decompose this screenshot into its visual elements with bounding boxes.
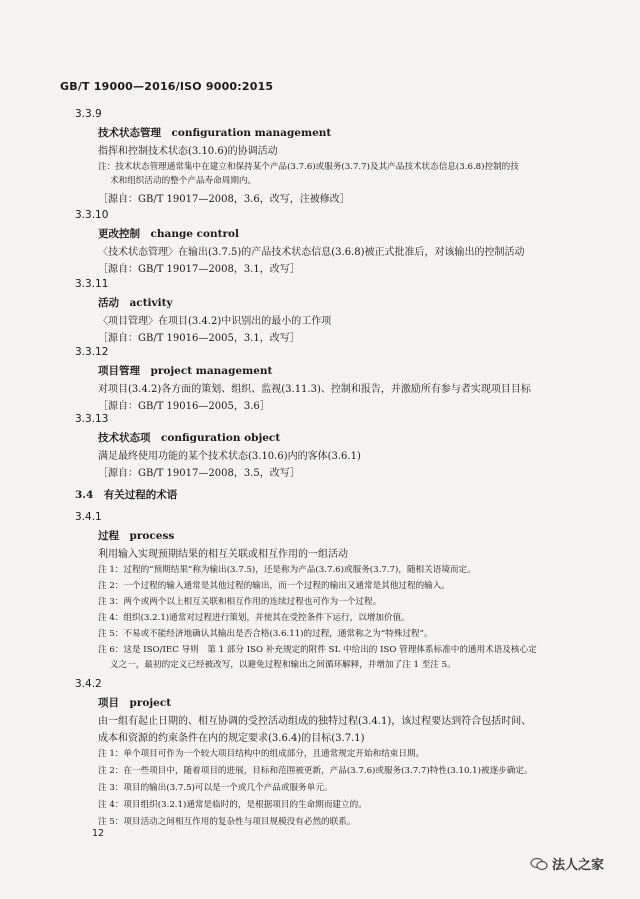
note: 注 2：在一些项目中，随着项目的进展，目标和范围被更新，产品(3.7.6)或服务(3.7.7)特性(3.10.1)被逐步确定。 — [98, 766, 533, 776]
note: 注 4：组织(3.2.1)通常对过程进行策划，并使其在受控条件下运行，以增加价值。 — [98, 613, 410, 623]
definition: 〈项目管理〉在项目(3.4.2)中识别出的最小的工作项 — [98, 316, 332, 327]
source-reference: ［源自：GB/T 19016—2005，3.1，改写］ — [98, 333, 300, 344]
note: 注 5：不易或不能经济地确认其输出是否合格(3.6.11)的过程，通常称之为“特殊过程”。 — [98, 629, 433, 639]
source-reference: ［源自：GB/T 19016—2005，3.6］ — [98, 401, 270, 412]
section-heading: 3.4 有关过程的术语 — [75, 489, 178, 501]
definition-continuation: 成本和资源的约束条件在内的规定要求(3.6.4)的目标(3.7.1) — [98, 733, 365, 744]
term-title: 项目管理 project management — [98, 365, 273, 377]
definition: 由一组有起止日期的、相互协调的受控活动组成的独特过程(3.4.1)，该过程要达到符合包括时间、 — [98, 716, 532, 727]
term-title: 过程 process — [98, 530, 175, 542]
clause-number: 3.4.2 — [75, 678, 102, 690]
note-continuation: 义之一，最初的定义已经被改写，以避免过程和输出之间循环解释，并增加了注 1 至注 5。 — [110, 660, 456, 670]
term-title: 技术状态管理 configuration management — [98, 127, 332, 139]
clause-number: 3.3.10 — [75, 209, 109, 221]
clause-number: 3.4.1 — [75, 511, 102, 523]
note: 注 4：项目组织(3.2.1)通常是临时的，是根据项目的生命期而建立的。 — [98, 800, 367, 810]
note: 注 2：一个过程的输入通常是其他过程的输出，而一个过程的输出又通常是其他过程的输入。 — [98, 581, 450, 591]
chat-bubble-icon — [530, 857, 548, 871]
source-reference: ［源自：GB/T 19017—2008，3.5，改写］ — [98, 468, 300, 479]
note-continuation: 术和组织活动的整个产品寿命周期内。 — [110, 176, 257, 186]
term-title: 活动 activity — [98, 297, 173, 309]
watermark — [530, 854, 604, 873]
note: 注 3：项目的输出(3.7.5)可以是一个或几个产品或服务单元。 — [98, 783, 333, 793]
note: 注 3：两个或两个以上相互关联和相互作用的连续过程也可作为一个过程。 — [98, 597, 382, 607]
note: 注 1：过程的“预期结果”称为输出(3.7.5)，还是称为产品(3.7.6)或服务(3.7.7)，随相关语境而定。 — [98, 565, 476, 575]
standard-header: GB/T 19000—2016/ISO 9000:2015 — [60, 80, 274, 93]
note: 注 6：这是 ISO/IEC 导则 第 1 部分 ISO 补充规定的附件 SL 中给出的 ISO 管理体系标准中的通用术语及核心定 — [98, 645, 537, 655]
term-title: 项目 project — [98, 697, 172, 709]
source-reference: ［源自：GB/T 19017—2008，3.6，改写，注被修改］ — [98, 194, 350, 205]
definition: 利用输入实现预期结果的相互关联或相互作用的一组活动 — [98, 549, 348, 560]
note: 注 5：项目活动之间相互作用的复杂性与项目规模没有必然的联系。 — [98, 817, 356, 827]
definition: 〈技术状态管理〉在输出(3.7.5)的产品技术状态信息(3.6.8)被正式批准后，对该输出的控制活动 — [98, 247, 525, 258]
note: 注 1：单个项目可作为一个较大项目结构中的组成部分，且通常规定开始和结束日期。 — [98, 749, 425, 759]
definition: 对项目(3.4.2)各方面的策划、组织、监视(3.11.3)、控制和报告，并激励所有参与者实现项目目标 — [98, 384, 531, 395]
clause-number: 3.3.12 — [75, 346, 109, 358]
term-title: 更改控制 change control — [98, 228, 240, 240]
clause-number: 3.3.11 — [75, 278, 109, 290]
clause-number: 3.3.9 — [75, 108, 102, 120]
note: 注：技术状态管理通常集中在建立和保持某个产品(3.7.6)或服务(3.7.7)及其产品技术状态信息(3.6.8)控制的技 — [98, 162, 519, 172]
page-number: 12 — [92, 828, 105, 839]
definition: 指挥和控制技术状态(3.10.6)的协调活动 — [98, 146, 278, 157]
term-title: 技术状态项 configuration object — [98, 432, 281, 444]
watermark-text: 法人之家 — [552, 858, 605, 873]
clause-number: 3.3.13 — [75, 413, 109, 425]
definition: 满足最终使用功能的某个技术状态(3.10.6)内的客体(3.6.1) — [98, 451, 361, 462]
source-reference: ［源自：GB/T 19017—2008，3.1，改写］ — [98, 264, 300, 275]
